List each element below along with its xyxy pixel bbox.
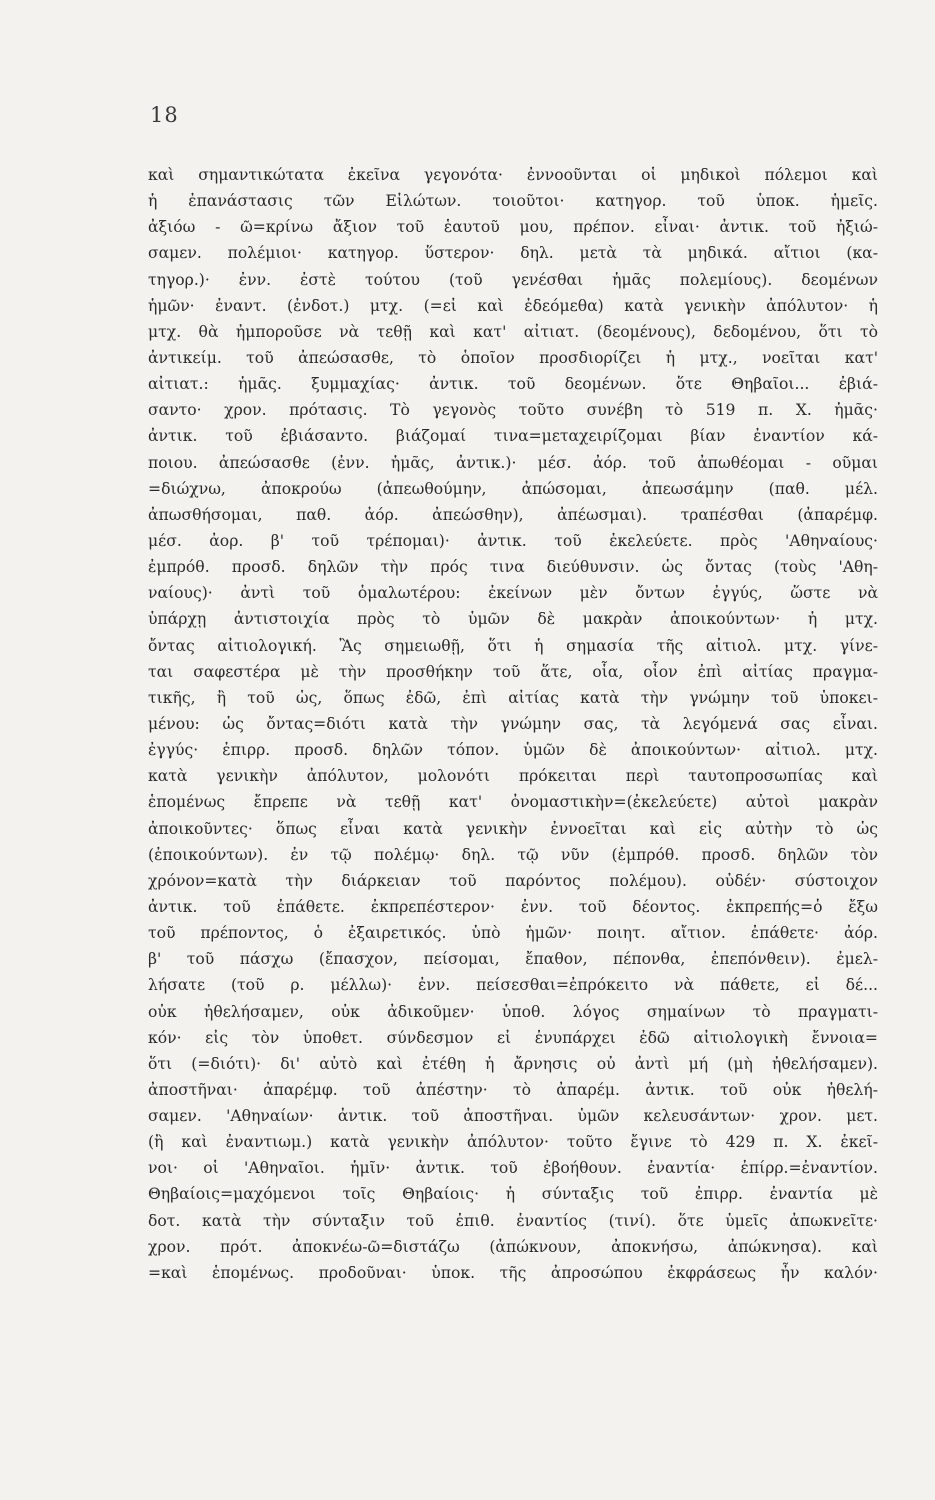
commentary-text — [148, 162, 878, 1286]
text-line: κόν· εἰς τὸν ὑποθετ. σύνδεσμον εἰ ἐνυπάρχει ἐδῶ αἰτιολογικὴ ἔννοια= — [148, 1028, 878, 1047]
text-line: ἀντικ. τοῦ ἐβιάσαντο. βιάζομαί τινα=μεταχειρίζομαι βίαν ἐναντίον κά- — [148, 427, 878, 446]
text-line: δοτ. κατὰ τὴν σύνταξιν τοῦ ἐπιθ. ἐναντίος (τινί). ὅτε ὑμεῖς ἀπωκνεῖτε· — [148, 1211, 878, 1230]
text-line: ἀντικ. τοῦ ἐπάθετε. ἐκπρεπέστερον· ἐνν. τοῦ δέοντος. ἐκπρεπής=ὁ ἔξω — [148, 897, 878, 916]
text-line: ἐμπρόθ. προσδ. δηλῶν τὴν πρός τινα διεύθυνσιν. ὡς ὄντας (τοὺς 'Αθη- — [148, 558, 878, 577]
text-line: χρον. πρότ. ἀποκνέω-ῶ=διστάζω (ἀπώκνουν, ἀποκνήσω, ἀπώκνησα). καὶ — [148, 1237, 878, 1256]
text-line: σαντο· χρον. πρότασις. Τὸ γεγονὸς τοῦτο συνέβη τὸ 519 π. Χ. ἡμᾶς· — [148, 401, 878, 420]
text-line: καὶ σημαντικώτατα ἐκεῖνα γεγονότα· ἐννοοῦνται οἱ μηδικοὶ πόλεμοι καὶ — [148, 166, 878, 184]
text-line: ἐγγύς· ἐπιρρ. προσδ. δηλῶν τόπον. ὑμῶν δὲ ἀποικούντων· αἰτιολ. μτχ. — [148, 741, 878, 760]
text-line: (ἐποικούντων). ἐν τῷ πολέμῳ· δηλ. τῷ νῦν (ἐμπρόθ. προσδ. δηλῶν τὸν — [148, 845, 878, 864]
text-line: ἑπομένως ἔπρεπε νὰ τεθῇ κατ' ὀνομαστικὴν=(ἐκελεύετε) αὐτοὶ μακρὰν — [148, 793, 878, 812]
text-line: ὅτι (=διότι)· δι' αὐτὸ καὶ ἐτέθη ἡ ἄρνησις οὐ ἀντὶ μή (μὴ ἠθελήσαμεν). — [148, 1054, 878, 1073]
text-line: τικῆς, ἢ τοῦ ὡς, ὅπως ἐδῶ, ἐπὶ αἰτίας κατὰ τὴν γνώμην τοῦ ὑποκει- — [148, 688, 878, 707]
text-line: ἀξιόω - ῶ=κρίνω ἄξιον τοῦ ἑαυτοῦ μου, πρέπον. εἶναι· ἀντικ. τοῦ ἠξιώ- — [148, 218, 878, 237]
text-line: αἰτιατ.: ἡμᾶς. ξυμμαχίας· ἀντικ. τοῦ δεομένων. ὅτε Θηβαῖοι... ἐβιά- — [148, 375, 878, 394]
text-line: ἡ ἐπανάστασις τῶν Εἱλώτων. τοιοῦτοι· κατηγορ. τοῦ ὑποκ. ἡμεῖς. — [148, 192, 878, 211]
text-line: ἡμῶν· ἐναντ. (ἐνδοτ.) μτχ. (=εἰ καὶ ἐδεόμεθα) κατὰ γενικὴν ἀπόλυτον· ἡ — [148, 296, 878, 315]
text-line: μέσ. ἀορ. β' τοῦ τρέπομαι)· ἀντικ. τοῦ ἐκελεύετε. πρὸς 'Αθηναίους· — [148, 531, 878, 550]
text-line: ὄντας αἰτιολογική. Ἂς σημειωθῇ, ὅτι ἡ σημασία τῆς αἰτιολ. μτχ. γίνε- — [148, 636, 878, 655]
text-line: τηγορ.)· ἐνν. ἐστὲ τούτου (τοῦ γενέσθαι ἡμᾶς πολεμίους). δεομένων — [148, 270, 878, 289]
text-line: λήσατε (τοῦ ρ. μέλλω)· ἐνν. πείσεσθαι=ἐπρόκειτο νὰ πάθετε, εἰ δέ... — [148, 976, 878, 995]
text-line: κατὰ γενικὴν ἀπόλυτον, μολονότι πρόκειται περὶ ταυτοπροσωπίας καὶ — [148, 767, 878, 786]
text-line: σαμεν. πολέμιοι· κατηγορ. ὕστερον· δηλ. μετὰ τὰ μηδικά. αἴτιοι (κα- — [148, 244, 878, 263]
text-line: =διώχνω, ἀποκρούω (ἀπεωθούμην, ἀπώσομαι, ἀπεωσάμην (παθ. μέλ. — [148, 479, 878, 498]
text-line: ἀποστῆναι· ἀπαρέμφ. τοῦ ἀπέστην· τὸ ἀπαρέμ. ἀντικ. τοῦ οὐκ ἠθελή- — [148, 1080, 878, 1099]
text-line: ἀντικείμ. τοῦ ἀπεώσασθε, τὸ ὁποῖον προσδιορίζει ἡ μτχ., νοεῖται κατ' — [148, 348, 878, 367]
text-line: =καὶ ἑπομένως. προδοῦναι· ὑποκ. τῆς ἀπροσώπου ἐκφράσεως ἦν καλόν· — [148, 1263, 878, 1282]
text-line: χρόνον=κατὰ τὴν διάρκειαν τοῦ παρόντος πολέμου). οὐδέν· σύστοιχον — [148, 871, 878, 890]
text-line: τοῦ πρέποντος, ὁ ἐξαιρετικός. ὑπὸ ἡμῶν· ποιητ. αἴτιον. ἐπάθετε· ἀόρ. — [148, 924, 878, 943]
text-line: ποιου. ἀπεώσασθε (ἐνν. ἡμᾶς, ἀντικ.)· μέσ. ἀόρ. τοῦ ἀπωθέομαι - οῦμαι — [148, 453, 878, 472]
text-line: ἀπωσθήσομαι, παθ. ἀόρ. ἀπεώσθην), ἀπέωσμαι). τραπέσθαι (ἀπαρέμφ. — [148, 505, 878, 524]
page-number: 18 — [150, 103, 179, 127]
text-line: μένου: ὡς ὄντας=διότι κατὰ τὴν γνώμην σας, τὰ λεγόμενά σας εἶναι. — [148, 714, 878, 733]
text-line: (ἢ καὶ ἐναντιωμ.) κατὰ γενικὴν ἀπόλυτον· τοῦτο ἔγινε τὸ 429 π. Χ. ἐκεῖ- — [148, 1133, 878, 1152]
text-line: οὐκ ἠθελήσαμεν, οὐκ ἀδικοῦμεν· ὑποθ. λόγος σημαίνων τὸ πραγματι- — [148, 1002, 878, 1021]
text-line: ὑπάρχῃ ἀντιστοιχία πρὸς τὸ ὑμῶν δὲ μακρὰν ἀποικούντων· ἡ μτχ. — [148, 610, 878, 629]
text-line: σαμεν. 'Αθηναίων· ἀντικ. τοῦ ἀποστῆναι. ὑμῶν κελευσάντων· χρον. μετ. — [148, 1107, 878, 1126]
text-line: ναίους)· ἀντὶ τοῦ ὁμαλωτέρου: ἐκείνων μὲν ὄντων ἐγγύς, ὥστε νὰ — [148, 584, 878, 603]
text-line: Θηβαίοις=μαχόμενοι τοῖς Θηβαίοις· ἡ σύνταξις τοῦ ἐπιρρ. ἐναντία μὲ — [148, 1185, 878, 1204]
text-line: ἀποικοῦντες· ὅπως εἶναι κατὰ γενικὴν ἐννοεῖται καὶ εἰς αὐτὴν τὸ ὡς — [148, 819, 878, 838]
text-line: νοι· οἱ 'Αθηναῖοι. ἡμῖν· ἀντικ. τοῦ ἐβοήθουν. ἐναντία· ἐπίρρ.=ἐναντίον. — [148, 1159, 878, 1178]
text-line: ται σαφεστέρα μὲ τὴν προσθήκην τοῦ ἅτε, οἷα, οἷον ἐπὶ αἰτίας πραγμα- — [148, 662, 878, 681]
text-line: β' τοῦ πάσχω (ἔπασχον, πείσομαι, ἔπαθον, πέπονθα, ἐπεπόνθειν). ἐμελ- — [148, 950, 878, 969]
text-line: μτχ. θὰ ἠμποροῦσε νὰ τεθῇ καὶ κατ' αἰτιατ. (δεομένους), δεδομένου, ὅτι τὸ — [148, 322, 878, 341]
